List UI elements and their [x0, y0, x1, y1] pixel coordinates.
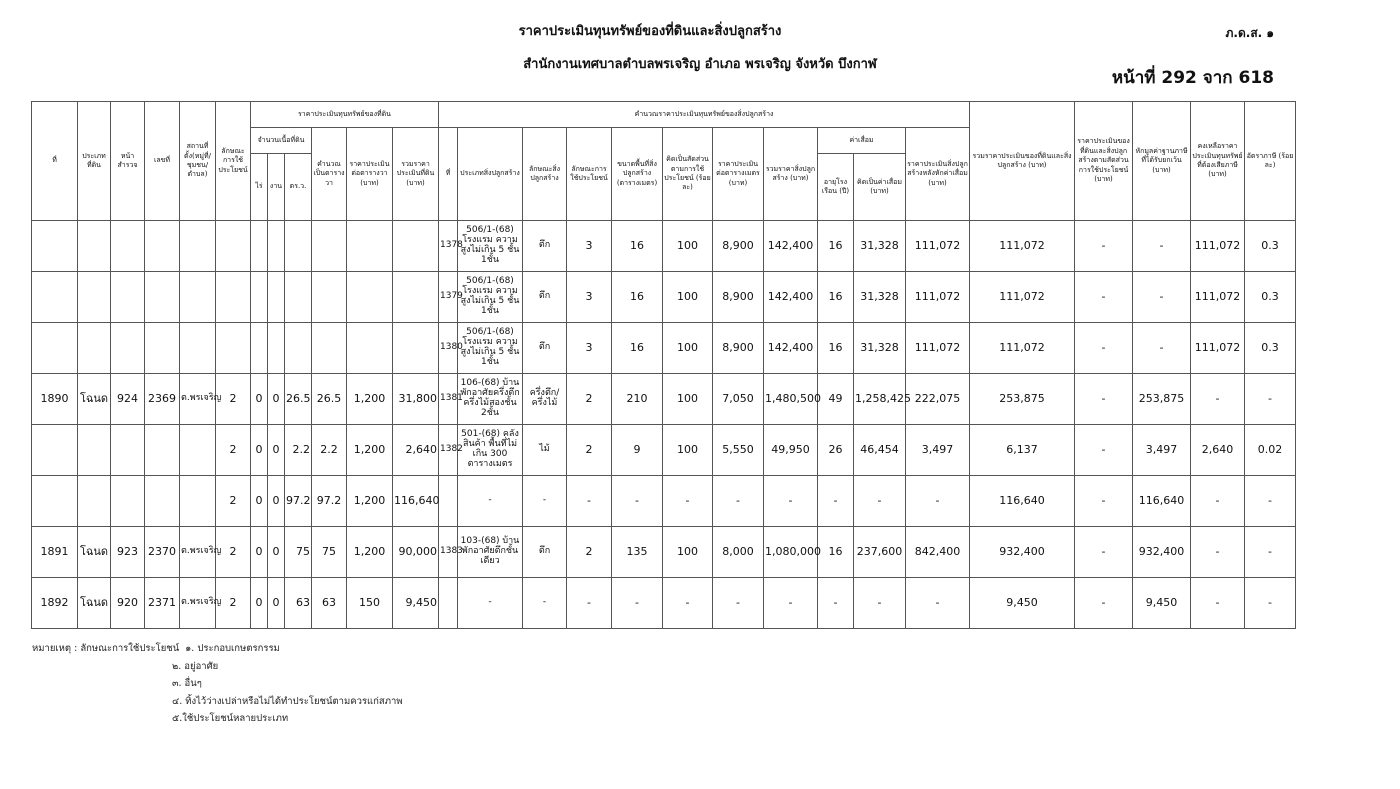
cell-ngan: 0: [268, 425, 285, 476]
table-row: [32, 272, 1296, 323]
col-b-total: รวมราคาสิ่งปลูกสร้าง (บาท): [764, 128, 818, 221]
cell-b-type: 106-(68) บ้านพักอาศัยครึ่งตึกครึ่งไม้สองชั้น 2ชั้น: [458, 374, 523, 425]
cell-land-total: 90,000: [393, 527, 439, 578]
cell-usage: [216, 272, 251, 323]
cell-depr: -: [854, 578, 906, 629]
cell-age: 26: [818, 425, 854, 476]
col-group-depr: ค่าเสื่อม: [818, 128, 906, 154]
form-code: ภ.ด.ส. ๑: [1225, 26, 1274, 40]
cell-deduct: -: [1133, 221, 1191, 272]
cell-survey-page: [111, 425, 145, 476]
cell-location: [180, 323, 216, 374]
cell-survey-page: [111, 323, 145, 374]
cell-rai: 0: [251, 578, 268, 629]
cell-sqwa: 97.2: [285, 476, 312, 527]
cell-sqwa: 2.2: [285, 425, 312, 476]
page-number: หน้าที่ 292 จาก 618: [1111, 68, 1274, 88]
cell-b-no: 1378: [439, 221, 458, 272]
col-grand-total: รวมราคาประเมินของที่ดินและสิ่งปลูกสร้าง (บาท): [970, 102, 1075, 221]
cell-b-share: 100: [663, 425, 713, 476]
cell-ngan: [268, 272, 285, 323]
cell-age: 16: [818, 272, 854, 323]
cell-b-area: 16: [612, 221, 663, 272]
table-row: [32, 476, 1296, 527]
cell-rai: 0: [251, 374, 268, 425]
cell-price: 1,200: [347, 527, 393, 578]
cell-price: 1,200: [347, 374, 393, 425]
cell-ngan: 0: [268, 578, 285, 629]
col-price-sqwa: ราคาประเมินต่อตารางวา (บาท): [347, 128, 393, 221]
cell-deduct: 116,640: [1133, 476, 1191, 527]
col-survey-page: หน้าสำรวจ: [111, 102, 145, 221]
cell-depr: 31,328: [854, 323, 906, 374]
cell-b-share: 100: [663, 221, 713, 272]
col-deduct: หักมูลค่าฐานภาษีที่ได้รับยกเว้น (บาท): [1133, 102, 1191, 221]
cell-price: 1,200: [347, 476, 393, 527]
col-rai: ไร่: [251, 154, 268, 221]
cell-b-area: -: [612, 578, 663, 629]
cell-rai: 0: [251, 527, 268, 578]
cell-share: -: [1075, 323, 1133, 374]
cell-remain: -: [1191, 374, 1245, 425]
cell-land-type: [78, 323, 111, 374]
cell-number: 2369: [145, 374, 180, 425]
cell-age: 16: [818, 323, 854, 374]
cell-survey-page: 923: [111, 527, 145, 578]
cell-b-usage: 3: [567, 221, 612, 272]
cell-rate: -: [1245, 527, 1296, 578]
cell-land-type: [78, 221, 111, 272]
cell-calc: 63: [312, 578, 347, 629]
cell-b-total: 1,480,500: [764, 374, 818, 425]
cell-b-total: 142,400: [764, 272, 818, 323]
cell-survey-page: 924: [111, 374, 145, 425]
col-age: อายุโรงเรือน (ปี): [818, 154, 854, 221]
table-row: [32, 323, 1296, 374]
cell-share: -: [1075, 374, 1133, 425]
cell-price: [347, 221, 393, 272]
cell-b-usage: 3: [567, 272, 612, 323]
cell-survey-page: [111, 476, 145, 527]
cell-number: [145, 425, 180, 476]
cell-b-share: -: [663, 578, 713, 629]
notes-label: หมายเหตุ : ลักษณะการใช้ประโยชน์: [32, 643, 180, 654]
cell-no: [32, 425, 78, 476]
cell-land-type: [78, 476, 111, 527]
cell-b-usage: 2: [567, 527, 612, 578]
cell-b-usage: 2: [567, 374, 612, 425]
cell-location: ต.พรเจริญ: [180, 578, 216, 629]
cell-after: 3,497: [906, 425, 970, 476]
cell-b-type: 506/1-(68) โรงแรม ความสูงไม่เกิน 5 ชั้น 1ชั้น: [458, 221, 523, 272]
cell-sqwa: 26.5: [285, 374, 312, 425]
col-b-usage: ลักษณะการใช้ประโยชน์: [567, 128, 612, 221]
cell-b-no: [439, 578, 458, 629]
cell-usage: 2: [216, 374, 251, 425]
cell-number: [145, 221, 180, 272]
cell-no: [32, 323, 78, 374]
cell-b-kind: ตึก: [523, 272, 567, 323]
cell-land-type: โฉนด: [78, 578, 111, 629]
cell-number: [145, 272, 180, 323]
cell-location: [180, 425, 216, 476]
cell-share: -: [1075, 578, 1133, 629]
cell-land-total: 9,450: [393, 578, 439, 629]
cell-b-area: 210: [612, 374, 663, 425]
cell-b-kind: ตึก: [523, 323, 567, 374]
cell-grand: 111,072: [970, 221, 1075, 272]
cell-depr: 237,600: [854, 527, 906, 578]
cell-rai: [251, 323, 268, 374]
cell-usage: 2: [216, 476, 251, 527]
cell-location: [180, 272, 216, 323]
col-b-no: ที่: [439, 128, 458, 221]
cell-b-total: 1,080,000: [764, 527, 818, 578]
cell-location: [180, 221, 216, 272]
cell-b-total: -: [764, 476, 818, 527]
cell-rate: 0.3: [1245, 323, 1296, 374]
table-row: [32, 578, 1296, 629]
cell-remain: -: [1191, 527, 1245, 578]
cell-b-no: 1381: [439, 374, 458, 425]
cell-usage: [216, 323, 251, 374]
cell-after: 111,072: [906, 221, 970, 272]
cell-land-type: โฉนด: [78, 374, 111, 425]
cell-rai: 0: [251, 425, 268, 476]
note-item: ๔. ทิ้งไว้ว่างเปล่าหรือไม่ได้ทำประโยชน์ตามควรแก่สภาพ: [172, 695, 403, 707]
cell-grand: 6,137: [970, 425, 1075, 476]
cell-ngan: [268, 323, 285, 374]
note-item: ๑. ประกอบเกษตรกรรม: [185, 643, 280, 654]
cell-land-type: [78, 425, 111, 476]
cell-land-type: โฉนด: [78, 527, 111, 578]
cell-deduct: 9,450: [1133, 578, 1191, 629]
cell-b-type: 103-(68) บ้านพักอาศัยตึกชั้นเดียว: [458, 527, 523, 578]
cell-age: -: [818, 476, 854, 527]
col-tax-rate: อัตราภาษี (ร้อยละ): [1245, 102, 1296, 221]
cell-b-price: 5,550: [713, 425, 764, 476]
col-no: ที่: [32, 102, 78, 221]
cell-b-type: -: [458, 578, 523, 629]
col-after-depr: ราคาประเมินสิ่งปลูกสร้างหลังหักค่าเสื่อม (บาท): [906, 128, 970, 221]
cell-b-usage: -: [567, 476, 612, 527]
cell-land-total: [393, 221, 439, 272]
table-row: [32, 425, 1296, 476]
cell-sqwa: 63: [285, 578, 312, 629]
cell-b-price: 8,000: [713, 527, 764, 578]
cell-no: [32, 272, 78, 323]
cell-b-kind: ครึ่งตึก/ครึ่งไม้: [523, 374, 567, 425]
cell-depr: 46,454: [854, 425, 906, 476]
note-item: ๒. อยู่อาศัย: [172, 660, 219, 672]
cell-remain: 2,640: [1191, 425, 1245, 476]
cell-b-total: 142,400: [764, 323, 818, 374]
cell-b-kind: ตึก: [523, 527, 567, 578]
cell-b-kind: ไม้: [523, 425, 567, 476]
assessment-table: [31, 101, 1296, 629]
cell-b-price: 8,900: [713, 272, 764, 323]
cell-land-total: [393, 323, 439, 374]
col-b-area: ขนาดพื้นที่สิ่งปลูกสร้าง (ตารางเมตร): [612, 128, 663, 221]
cell-after: 222,075: [906, 374, 970, 425]
cell-depr: -: [854, 476, 906, 527]
cell-ngan: [268, 221, 285, 272]
cell-grand: 932,400: [970, 527, 1075, 578]
cell-deduct: -: [1133, 272, 1191, 323]
cell-b-no: 1379: [439, 272, 458, 323]
cell-number: 2370: [145, 527, 180, 578]
cell-land-total: 31,800: [393, 374, 439, 425]
cell-sqwa: [285, 221, 312, 272]
cell-grand: 9,450: [970, 578, 1075, 629]
cell-grand: 116,640: [970, 476, 1075, 527]
cell-no: 1890: [32, 374, 78, 425]
cell-after: -: [906, 578, 970, 629]
cell-calc: 75: [312, 527, 347, 578]
cell-sqwa: 75: [285, 527, 312, 578]
cell-price: [347, 323, 393, 374]
cell-b-total: -: [764, 578, 818, 629]
cell-rate: -: [1245, 476, 1296, 527]
cell-number: [145, 323, 180, 374]
cell-b-kind: -: [523, 578, 567, 629]
cell-b-kind: -: [523, 476, 567, 527]
cell-b-share: 100: [663, 374, 713, 425]
col-location: สถานที่ตั้ง(หมู่ที่/ชุมชน/ตำบล): [180, 102, 216, 221]
cell-deduct: 253,875: [1133, 374, 1191, 425]
cell-remain: -: [1191, 578, 1245, 629]
cell-share: -: [1075, 272, 1133, 323]
cell-rate: -: [1245, 374, 1296, 425]
note-item: ๕.ใช้ประโยชน์หลายประเภท: [172, 713, 289, 724]
cell-remain: 111,072: [1191, 221, 1245, 272]
table-row: [32, 527, 1296, 578]
cell-b-area: -: [612, 476, 663, 527]
cell-remain: 111,072: [1191, 323, 1245, 374]
cell-location: ต.พรเจริญ: [180, 527, 216, 578]
cell-calc: [312, 272, 347, 323]
cell-b-price: -: [713, 578, 764, 629]
cell-usage: 2: [216, 578, 251, 629]
report-title: ราคาประเมินทุนทรัพย์ของที่ดินและสิ่งปลูกสร้าง: [518, 24, 782, 39]
cell-rai: [251, 272, 268, 323]
cell-price: [347, 272, 393, 323]
col-sqwa: ตร.ว.: [285, 154, 312, 221]
cell-land-type: [78, 272, 111, 323]
cell-ngan: 0: [268, 476, 285, 527]
cell-no: [32, 221, 78, 272]
cell-grand: 253,875: [970, 374, 1075, 425]
cell-no: [32, 476, 78, 527]
cell-b-share: -: [663, 476, 713, 527]
cell-b-kind: ตึก: [523, 221, 567, 272]
cell-ngan: 0: [268, 374, 285, 425]
cell-location: [180, 476, 216, 527]
cell-depr: 1,258,425: [854, 374, 906, 425]
cell-after: 111,072: [906, 323, 970, 374]
cell-remain: 111,072: [1191, 272, 1245, 323]
col-usage: ลักษณะการใช้ประโยชน์: [216, 102, 251, 221]
cell-grand: 111,072: [970, 323, 1075, 374]
office-name: สำนักงานเทศบาลตำบลพรเจริญ อำเภอ พรเจริญ จังหวัด บึงกาฬ: [523, 57, 877, 72]
table-row: [32, 221, 1296, 272]
cell-no: 1891: [32, 527, 78, 578]
cell-sqwa: [285, 323, 312, 374]
cell-deduct: 932,400: [1133, 527, 1191, 578]
cell-usage: [216, 221, 251, 272]
col-group-building: คำนวณราคาประเมินทุนทรัพย์ของสิ่งปลูกสร้าง: [439, 102, 970, 128]
cell-b-type: 506/1-(68) โรงแรม ความสูงไม่เกิน 5 ชั้น 1ชั้น: [458, 272, 523, 323]
cell-b-usage: 3: [567, 323, 612, 374]
col-total-land: รวมราคาประเมินที่ดิน (บาท): [393, 128, 439, 221]
cell-deduct: 3,497: [1133, 425, 1191, 476]
cell-calc: 26.5: [312, 374, 347, 425]
cell-price: 150: [347, 578, 393, 629]
cell-survey-page: [111, 272, 145, 323]
cell-b-type: 506/1-(68) โรงแรม ความสูงไม่เกิน 5 ชั้น 1ชั้น: [458, 323, 523, 374]
cell-b-area: 9: [612, 425, 663, 476]
cell-no: 1892: [32, 578, 78, 629]
cell-share: -: [1075, 425, 1133, 476]
notes: [32, 640, 403, 728]
cell-b-share: 100: [663, 527, 713, 578]
cell-age: 16: [818, 527, 854, 578]
cell-price: 1,200: [347, 425, 393, 476]
cell-share: -: [1075, 527, 1133, 578]
cell-deduct: -: [1133, 323, 1191, 374]
cell-sqwa: [285, 272, 312, 323]
cell-rate: 0.3: [1245, 221, 1296, 272]
col-group-area: จำนวนเนื้อที่ดิน: [251, 128, 312, 154]
cell-age: 16: [818, 221, 854, 272]
cell-grand: 111,072: [970, 272, 1075, 323]
cell-b-price: 8,900: [713, 323, 764, 374]
table-row: [32, 374, 1296, 425]
cell-b-share: 100: [663, 272, 713, 323]
cell-b-type: 501-(68) คลังสินค้า พื้นที่ไม่เกิน 300 ตารางเมตร: [458, 425, 523, 476]
cell-b-usage: -: [567, 578, 612, 629]
cell-location: ต.พรเจริญ: [180, 374, 216, 425]
cell-number: 2371: [145, 578, 180, 629]
cell-b-no: [439, 476, 458, 527]
cell-share: -: [1075, 221, 1133, 272]
cell-rai: 0: [251, 476, 268, 527]
cell-after: -: [906, 476, 970, 527]
col-land-type: ประเภทที่ดิน: [78, 102, 111, 221]
cell-rate: 0.02: [1245, 425, 1296, 476]
cell-survey-page: 920: [111, 578, 145, 629]
cell-b-area: 16: [612, 323, 663, 374]
col-remaining: คงเหลือราคาประเมินทุนทรัพย์ที่ต้องเสียภาษี (บาท): [1191, 102, 1245, 221]
cell-rate: 0.3: [1245, 272, 1296, 323]
col-b-type: ประเภทสิ่งปลูกสร้าง: [458, 128, 523, 221]
col-b-share: คิดเป็นสัดส่วนตามการใช้ประโยชน์ (ร้อยละ): [663, 128, 713, 221]
cell-depr: 31,328: [854, 272, 906, 323]
cell-rate: -: [1245, 578, 1296, 629]
cell-b-price: 7,050: [713, 374, 764, 425]
cell-land-total: 2,640: [393, 425, 439, 476]
cell-usage: 2: [216, 527, 251, 578]
cell-b-no: 1380: [439, 323, 458, 374]
table-body: [32, 221, 1296, 629]
col-share-value: ราคาประเมินของที่ดินและสิ่งปลูกสร้างตามสัดส่วนการใช้ประโยชน์ (บาท): [1075, 102, 1133, 221]
cell-b-price: -: [713, 476, 764, 527]
cell-b-area: 135: [612, 527, 663, 578]
col-calc-sqwa: คำนวณเป็นตารางวา: [312, 128, 347, 221]
cell-age: -: [818, 578, 854, 629]
col-group-land: ราคาประเมินทุนทรัพย์ของที่ดิน: [251, 102, 439, 128]
cell-number: [145, 476, 180, 527]
cell-b-no: 1383: [439, 527, 458, 578]
col-b-kind: ลักษณะสิ่งปลูกสร้าง: [523, 128, 567, 221]
col-ngan: งาน: [268, 154, 285, 221]
cell-calc: 2.2: [312, 425, 347, 476]
cell-b-total: 142,400: [764, 221, 818, 272]
cell-rai: [251, 221, 268, 272]
cell-land-total: [393, 272, 439, 323]
cell-share: -: [1075, 476, 1133, 527]
col-depr: คิดเป็นค่าเสื่อม (บาท): [854, 154, 906, 221]
cell-age: 49: [818, 374, 854, 425]
cell-b-area: 16: [612, 272, 663, 323]
cell-b-price: 8,900: [713, 221, 764, 272]
cell-usage: 2: [216, 425, 251, 476]
cell-ngan: 0: [268, 527, 285, 578]
cell-after: 842,400: [906, 527, 970, 578]
cell-depr: 31,328: [854, 221, 906, 272]
cell-calc: [312, 221, 347, 272]
cell-b-total: 49,950: [764, 425, 818, 476]
cell-b-share: 100: [663, 323, 713, 374]
cell-after: 111,072: [906, 272, 970, 323]
cell-calc: 97.2: [312, 476, 347, 527]
cell-remain: -: [1191, 476, 1245, 527]
col-number: เลขที่: [145, 102, 180, 221]
cell-b-usage: 2: [567, 425, 612, 476]
cell-b-no: 1382: [439, 425, 458, 476]
cell-b-type: -: [458, 476, 523, 527]
cell-calc: [312, 323, 347, 374]
cell-survey-page: [111, 221, 145, 272]
cell-land-total: 116,640: [393, 476, 439, 527]
note-item: ๓. อื่นๆ: [172, 678, 202, 689]
col-b-price-sqm: ราคาประเมินต่อตารางเมตร (บาท): [713, 128, 764, 221]
